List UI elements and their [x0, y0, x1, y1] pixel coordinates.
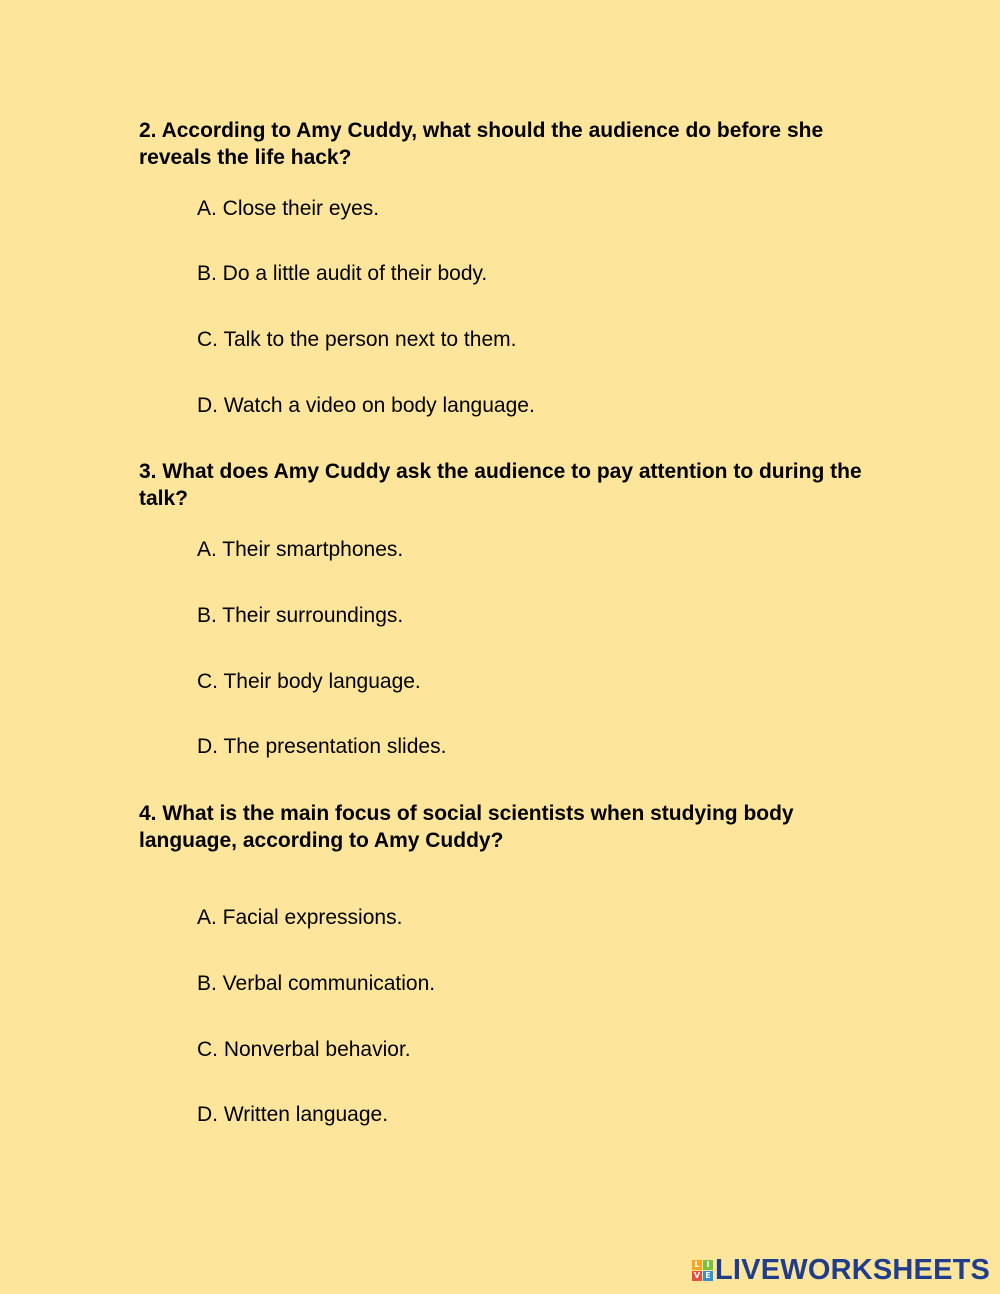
logo-mark-cell: L	[692, 1260, 702, 1270]
question-4-option-c[interactable]: C. Nonverbal behavior.	[197, 1038, 411, 1061]
question-3-option-c[interactable]: C. Their body language.	[197, 670, 421, 693]
question-3-option-d[interactable]: D. The presentation slides.	[197, 735, 447, 758]
logo-mark-cell: V	[693, 1270, 701, 1280]
question-2-text: 2. According to Amy Cuddy, what should the audience do before she reveals the life hack?	[139, 119, 824, 169]
liveworksheets-logo-mark-icon	[692, 1260, 713, 1281]
question-2-option-a[interactable]: A. Close their eyes.	[197, 197, 380, 220]
liveworksheets-logo-text: LIVEWORKSHEETS	[715, 1254, 991, 1286]
logo-mark-cell: E	[703, 1271, 713, 1281]
question-4-option-d[interactable]: D. Written language.	[197, 1103, 389, 1126]
question-2-option-d[interactable]: D. Watch a video on body language.	[197, 394, 535, 417]
question-4-text: 4. What is the main focus of social scientists when studying body language, according to Amy Cuddy?	[139, 802, 794, 852]
question-3-text: 3. What does Amy Cuddy ask the audience to pay attention to during the talk?	[139, 460, 862, 510]
question-2-option-c[interactable]: C. Talk to the person next to them.	[197, 328, 517, 351]
question-2-option-b[interactable]: B. Do a little audit of their body.	[197, 262, 488, 285]
logo-mark-cell: I	[703, 1260, 713, 1270]
question-3-option-b[interactable]: B. Their surroundings.	[197, 604, 404, 627]
question-3-option-a[interactable]: A. Their smartphones.	[197, 538, 404, 561]
liveworksheets-logo	[692, 1254, 990, 1286]
question-4-option-a[interactable]: A. Facial expressions.	[197, 906, 403, 929]
question-4-option-b[interactable]: B. Verbal communication.	[197, 972, 436, 995]
